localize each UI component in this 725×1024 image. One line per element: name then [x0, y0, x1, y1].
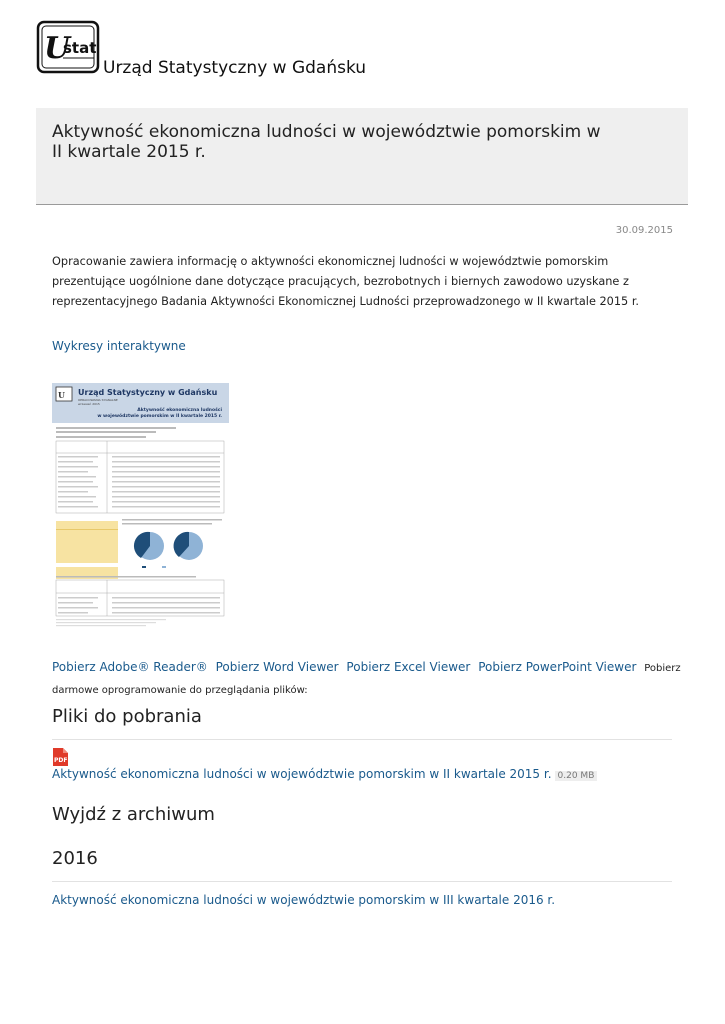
publication-thumbnail[interactable]	[52, 383, 229, 639]
publication-date: 30.09.2015	[615, 225, 673, 236]
download-item	[52, 767, 597, 781]
intro-text: Opracowanie zawiera informację o aktywności ekonomicznej ludności w województwie pomorskim prezentujące uogólnione dane dotyczące pracujących, bezrobotnych i biernych zawodowo uzyskane z reprezentacyjnego Badania Aktywności Ekonomicznej Ludności przeprowadzonego w II kwartale 2015 r.	[52, 255, 640, 308]
pdf-icon	[52, 748, 68, 766]
thumbnail-image	[52, 383, 229, 639]
divider	[52, 881, 672, 882]
interactive-charts-link[interactable]: Wykresy interaktywne	[52, 339, 186, 353]
archive-heading: Wyjdź z archiwum	[52, 804, 215, 825]
archive-item-link[interactable]: Aktywność ekonomiczna ludności w województwie pomorskim w III kwartale 2016 r.	[52, 893, 556, 907]
thumb-doc-title-2: w województwie pomorskim w II kwartale 2015 r.	[97, 414, 222, 419]
powerpoint-viewer-link[interactable]: Pobierz PowerPoint Viewer	[478, 660, 637, 674]
pdf-icon-label: PDF	[54, 757, 68, 764]
site-header	[36, 18, 696, 78]
svg-text:U: U	[44, 31, 71, 66]
thumb-doc-title-1: Aktywność ekonomiczna ludności	[137, 408, 222, 413]
thumb-header-date: wrzesień 2015	[78, 402, 100, 406]
svg-text:stat: stat	[63, 39, 97, 57]
divider	[52, 739, 672, 740]
thumb-header-sub: OPRACOWANIA SYGNALNE	[78, 398, 118, 402]
adobe-reader-link[interactable]: Pobierz Adobe® Reader®	[52, 660, 208, 674]
archive-year: 2016	[52, 848, 98, 869]
page-title: Aktywność ekonomiczna ludności w województwie pomorskim w II kwartale 2015 r.	[52, 122, 601, 162]
viewer-links	[52, 657, 692, 701]
ustat-logo[interactable]	[36, 20, 100, 74]
excel-viewer-link[interactable]: Pobierz Excel Viewer	[346, 660, 471, 674]
viewer-note: Pobierz darmowe oprogramowanie do przeglądania plików:	[52, 663, 681, 696]
thumb-header-title: Urząd Statystyczny w Gdańsku	[78, 388, 218, 397]
site-name[interactable]: Urząd Statystyczny w Gdańsku	[103, 58, 367, 78]
downloads-heading: Pliki do pobrania	[52, 706, 202, 727]
word-viewer-link[interactable]: Pobierz Word Viewer	[215, 660, 339, 674]
file-size-badge: 0.20 MB	[555, 771, 598, 781]
download-file-link[interactable]: Aktywność ekonomiczna ludności w województwie pomorskim w II kwartale 2015 r.	[52, 767, 552, 781]
svg-text:U: U	[58, 390, 65, 400]
title-banner	[36, 108, 688, 205]
